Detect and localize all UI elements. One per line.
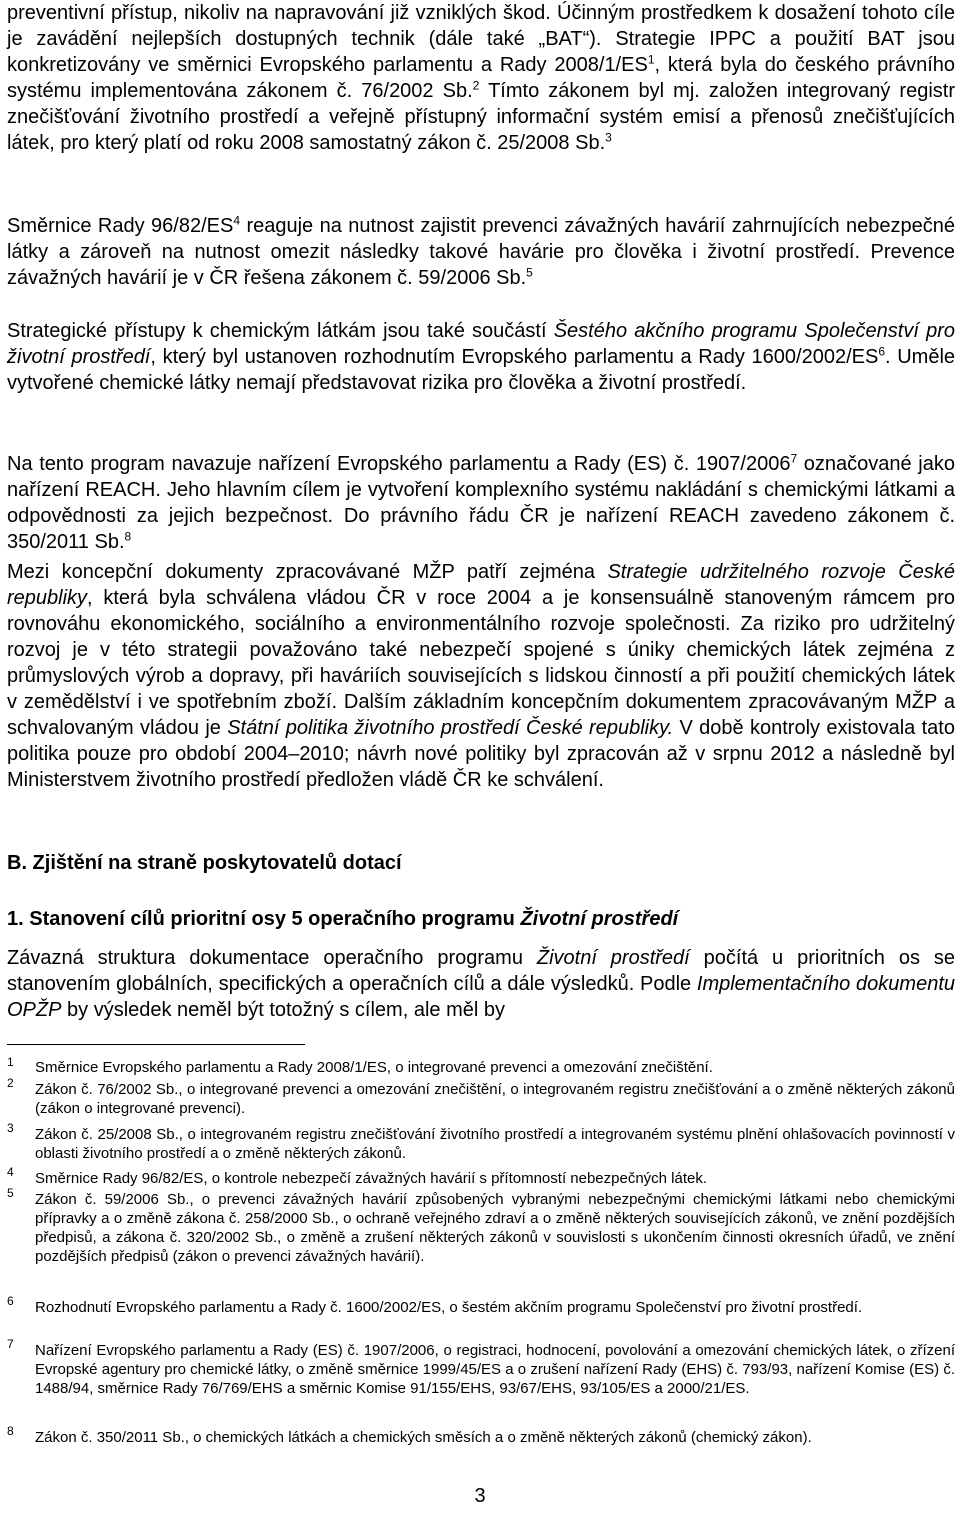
text-run: , která byla schválena vládou ČR v roce 2004 a je konsensuálně stanoveným rámcem pro rovnováhu ekonomického, sociálního a environmentálního rozvoje společnosti. Za riziko pro udržitelný rozvoj je v této strategii považováno také nebezpečí spojené s úniky chemických látek zejména z průmyslových výrob a dopravy, při haváriích souvisejících s lidskou činností a při použití chemických látek v zemědělství i ve spotřebním zboží. Dalším základním koncepčním dokumentem zpracovávaným MŽP a schvalovaným vládou je <box>7 587 955 739</box>
paragraph-strategic-approaches <box>7 318 955 396</box>
text-run: označované jako nařízení REACH. Jeho hlavním cílem je vytvoření komplexního systému nakládání s chemickými látkami a odpovědnosti za jejich bezpečnost. Do právního řádu ČR je nařízení REACH zavedeno zákonem č. 350/2011 Sb. <box>7 453 955 553</box>
italic-title: Implementačního dokumentu OPŽP <box>7 973 955 1021</box>
footnote-ref[interactable]: 7 <box>790 451 798 466</box>
footnote-text: Zákon č. 350/2011 Sb., o chemických látkách a chemických směsích a o změně některých zákonů (chemický zákon). <box>35 1429 812 1446</box>
footnote-number: 3 <box>7 1121 14 1135</box>
footnote-number: 7 <box>7 1337 14 1351</box>
text-run: by výsledek neměl být totožný s cílem, ale měl by <box>61 999 505 1021</box>
footnote-text: Směrnice Rady 96/82/ES, o kontrole nebezpečí závažných havárií s přítomností nebezpečných látek. <box>35 1170 708 1187</box>
footnote-number: 8 <box>7 1424 14 1438</box>
footnote-ref[interactable]: 3 <box>605 130 612 145</box>
italic-title: Životní prostředí <box>536 947 690 969</box>
italic-title: Státní politika životního prostředí České republiky. <box>227 717 674 739</box>
text-run: preventivní přístup, nikoliv na napravování již vzniklých škod. Účinným prostředkem k dosažení tohoto cíle je zavádění nejlepších dostupných technik (dále také „BAT“). Strategie IPPC a použití BAT jsou konkretizovány ve směrnici Evropského parlamentu a Rady 2008/1/ES <box>7 2 955 76</box>
text-run: Strategické přístupy k chemickým látkám jsou také součástí <box>7 320 554 342</box>
footnote-text: Zákon č. 59/2006 Sb., o prevenci závažných havárií způsobených vybranými nebezpečnými chemickými látkami nebo chemickými přípravky a o změně zákona č. 258/2000 Sb., o ochraně veřejného zdraví a o změně některých souvisejících zákonů, ve znění pozdějších předpisů, a zákona č. 320/2002 Sb., o změně a zrušení některých zákonů v souvislosti s ukončením činnosti okresních úřadů, ve znění pozdějších předpisů (zákon o prevenci závažných havárií). <box>35 1191 955 1265</box>
text-run: Směrnice Rady 96/82/ES <box>7 215 234 237</box>
footnote-text: Zákon č. 76/2002 Sb., o integrované prevenci a omezování znečištění, o integrovaném registru znečišťování a o změně některých zákonů (zákon o integrované prevenci). <box>35 1081 955 1117</box>
footnote-number: 1 <box>7 1055 14 1069</box>
footnote-number: 6 <box>7 1294 14 1308</box>
subsection-heading <box>7 906 678 932</box>
footnote-ref[interactable]: 4 <box>233 213 241 228</box>
italic-title: Životní prostředí <box>520 908 679 930</box>
footnote-ref[interactable]: 8 <box>124 529 132 544</box>
text-run: V době kontroly existovala tato politika pouze pro období 2004–2010; návrh nové politiky byl zpracován až v srpnu 2012 a následně byl Ministerstvem životního prostředí předložen vládě ČR ke schválení. <box>7 717 955 791</box>
text-run: počítá u prioritních os se stanovením globálních, specifických a operačních cílů a dále výsledků. Podle <box>7 947 955 995</box>
footnote-text: Rozhodnutí Evropského parlamentu a Rady č. 1600/2002/ES, o šestém akčním programu Společenství pro životní prostředí. <box>35 1299 863 1316</box>
footnote-separator <box>7 1044 305 1045</box>
text-run: Závazná struktura dokumentace operačního programu <box>7 947 537 969</box>
text-run: 1. Stanovení cílů prioritní osy 5 operačního programu <box>7 908 521 930</box>
text-run: Tímto zákonem byl mj. založen integrovaný registr znečišťování životního prostředí a veřejně přístupný informační systém emisí a přenosů znečišťujících látek, pro který platí od roku 2008 samostatný zákon č. 25/2008 Sb. <box>7 80 955 154</box>
text-run: , který byl ustanoven rozhodnutím Evropského parlamentu a Rady 1600/2002/ES <box>150 346 879 368</box>
text-run: . Uměle vytvořené chemické látky nemají představovat rizika pro člověka a životní prostředí. <box>7 346 956 394</box>
paragraph-structure <box>7 945 955 1023</box>
italic-title: Šestého akčního programu Společenství pro životní prostředí <box>7 320 955 368</box>
footnote-number: 5 <box>7 1186 14 1200</box>
footnote-number: 4 <box>7 1165 14 1179</box>
footnote-ref[interactable]: 1 <box>647 52 655 67</box>
footnote-ref[interactable]: 5 <box>526 265 533 280</box>
italic-title: Strategie udržitelného rozvoje České republiky <box>7 561 955 609</box>
footnote-text: Zákon č. 25/2008 Sb., o integrovaném registru znečišťování životního prostředí a integrovaném systému plnění ohlašovacích povinností v oblasti životního prostředí a o změně některých zákonů. <box>35 1126 955 1162</box>
paragraph-seveso <box>7 213 955 291</box>
footnote-text: Směrnice Evropského parlamentu a Rady 2008/1/ES, o integrované prevenci a omezování znečištění. <box>35 1059 713 1076</box>
footnote-text: Nařízení Evropského parlamentu a Rady (ES) č. 1907/2006, o registraci, hodnocení, povolování a omezování chemických látek, o zřízení Evropské agentury pro chemické látky, o změně směrnice 1999/45/ES a o zrušení nařízení Rady (EHS) č. 793/93, nařízení Komise (ES) č. 1488/94, směrnice Rady 76/769/EHS a směrnic Komise 91/155/EHS, 93/67/EHS, 93/105/ES a 2000/21/ES. <box>35 1342 955 1397</box>
paragraph-reach <box>7 451 955 555</box>
text-run: , která byla do českého právního systému implementována zákonem č. 76/2002 Sb. <box>7 54 956 102</box>
footnote-ref[interactable]: 2 <box>472 78 480 93</box>
page-number: 3 <box>474 1485 486 1507</box>
paragraph-ippc-bat <box>7 0 955 156</box>
footnote-ref[interactable]: 6 <box>878 344 886 359</box>
text-run: Na tento program navazuje nařízení Evropského parlamentu a Rady (ES) č. 1907/2006 <box>7 453 791 475</box>
paragraph-conceptual-documents <box>7 559 955 793</box>
text-run: Mezi koncepční dokumenty zpracovávané MŽP patří zejména <box>7 561 608 583</box>
section-heading: B. Zjištění na straně poskytovatelů dotací <box>7 852 402 874</box>
text-run: reaguje na nutnost zajistit prevenci závažných havárií zahrnujících nebezpečné látky a zároveň na nutnost omezit následky takové havárie pro člověka i životní prostředí. Prevence závažných havárií je v ČR řešena zákonem č. 59/2006 Sb. <box>7 215 955 289</box>
footnote-number: 2 <box>7 1076 14 1090</box>
